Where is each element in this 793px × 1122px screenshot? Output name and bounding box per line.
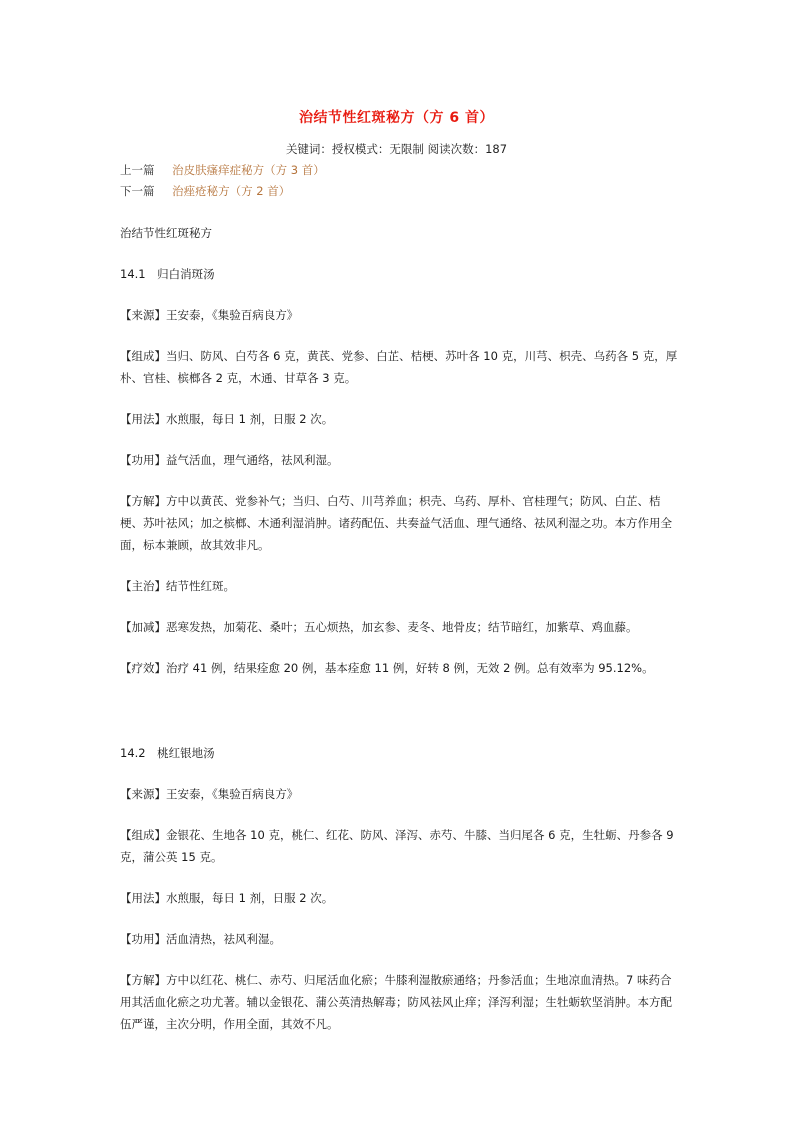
section-item-function: 【功用】益气活血，理气通络，祛风利湿。 <box>120 453 339 467</box>
section-spacer <box>120 698 680 742</box>
section-item-explanation: 【方解】方中以黄芪、党参补气；当归、白芍、川芎养血；枳壳、乌药、厚朴、官桂理气；防风、白芷、桔梗、苏叶祛风；加之槟榔、木通利湿消肿。诸药配伍、共奏益气活血、理气通络、祛风利湿之功。本方作用全面，标本兼顾，故其效非凡。 <box>120 494 672 552</box>
section-item-explanation: 【方解】方中以红花、桃仁、赤芍、归尾活血化瘀；牛膝利湿散瘀通络；丹参活血；生地凉血清热。7 味药合用其活血化瘀之功尤著。辅以金银花、蒲公英清热解毒；防风祛风止痒；泽泻利湿；生牡蛎软坚消肿。本方配伍严谨，主次分明，作用全面，其效不凡。 <box>120 973 672 1031</box>
next-label: 下一篇 <box>120 184 155 198</box>
next-article-link[interactable]: 治痤疮秘方（方 2 首） <box>172 184 291 198</box>
section-item-composition: 【组成】当归、防风、白芍各 6 克，黄芪、党参、白芷、桔梗、苏叶各 10 克，川芎、枳壳、乌药各 5 克，厚朴、官桂、槟榔各 2 克，木通、甘草各 3 克。 <box>120 349 678 385</box>
section-item-source: 【来源】王安泰，《集验百病良方》 <box>120 308 299 322</box>
article-intro: 治结节性红斑秘方 <box>120 226 212 240</box>
prev-article-link[interactable]: 治皮肤瘙痒症秘方（方 3 首） <box>172 163 325 177</box>
section-item-efficacy: 【疗效】治疗 41 例，结果痊愈 20 例，基本痊愈 11 例，好转 8 例，无效 2 例。总有效率为 95.12%。 <box>120 661 654 675</box>
next-article-nav <box>120 183 290 199</box>
section-item-usage: 【用法】水煎服，每日 1 剂，日服 2 次。 <box>120 891 334 905</box>
prev-article-nav <box>120 162 325 178</box>
section-item-composition: 【组成】金银花、生地各 10 克，桃仁、红花、防风、泽泻、赤芍、牛膝、当归尾各 6 克，生牡蛎、丹参各 9 克，蒲公英 15 克。 <box>120 828 674 864</box>
section-item-source: 【来源】王安泰，《集验百病良方》 <box>120 787 299 801</box>
section-item-modification: 【加减】恶寒发热，加菊花、桑叶；五心烦热，加玄参、麦冬、地骨皮；结节暗红，加紫草、鸡血藤。 <box>120 620 638 634</box>
page-title: 治结节性红斑秘方（方 6 首） <box>299 110 494 126</box>
section-item-function: 【功用】活血清热，祛风利湿。 <box>120 932 281 946</box>
prev-label: 上一篇 <box>120 163 155 177</box>
section-item-usage: 【用法】水煎服，每日 1 剂，日服 2 次。 <box>120 412 334 426</box>
section-heading: 14.1 归白消斑汤 <box>120 267 215 281</box>
section-item-indication: 【主治】结节性红斑。 <box>120 579 235 593</box>
article-meta: 关键词：授权模式：无限制 阅读次数：187 <box>285 142 508 156</box>
section-heading: 14.2 桃红银地汤 <box>120 746 215 760</box>
article-body <box>120 222 680 1054</box>
